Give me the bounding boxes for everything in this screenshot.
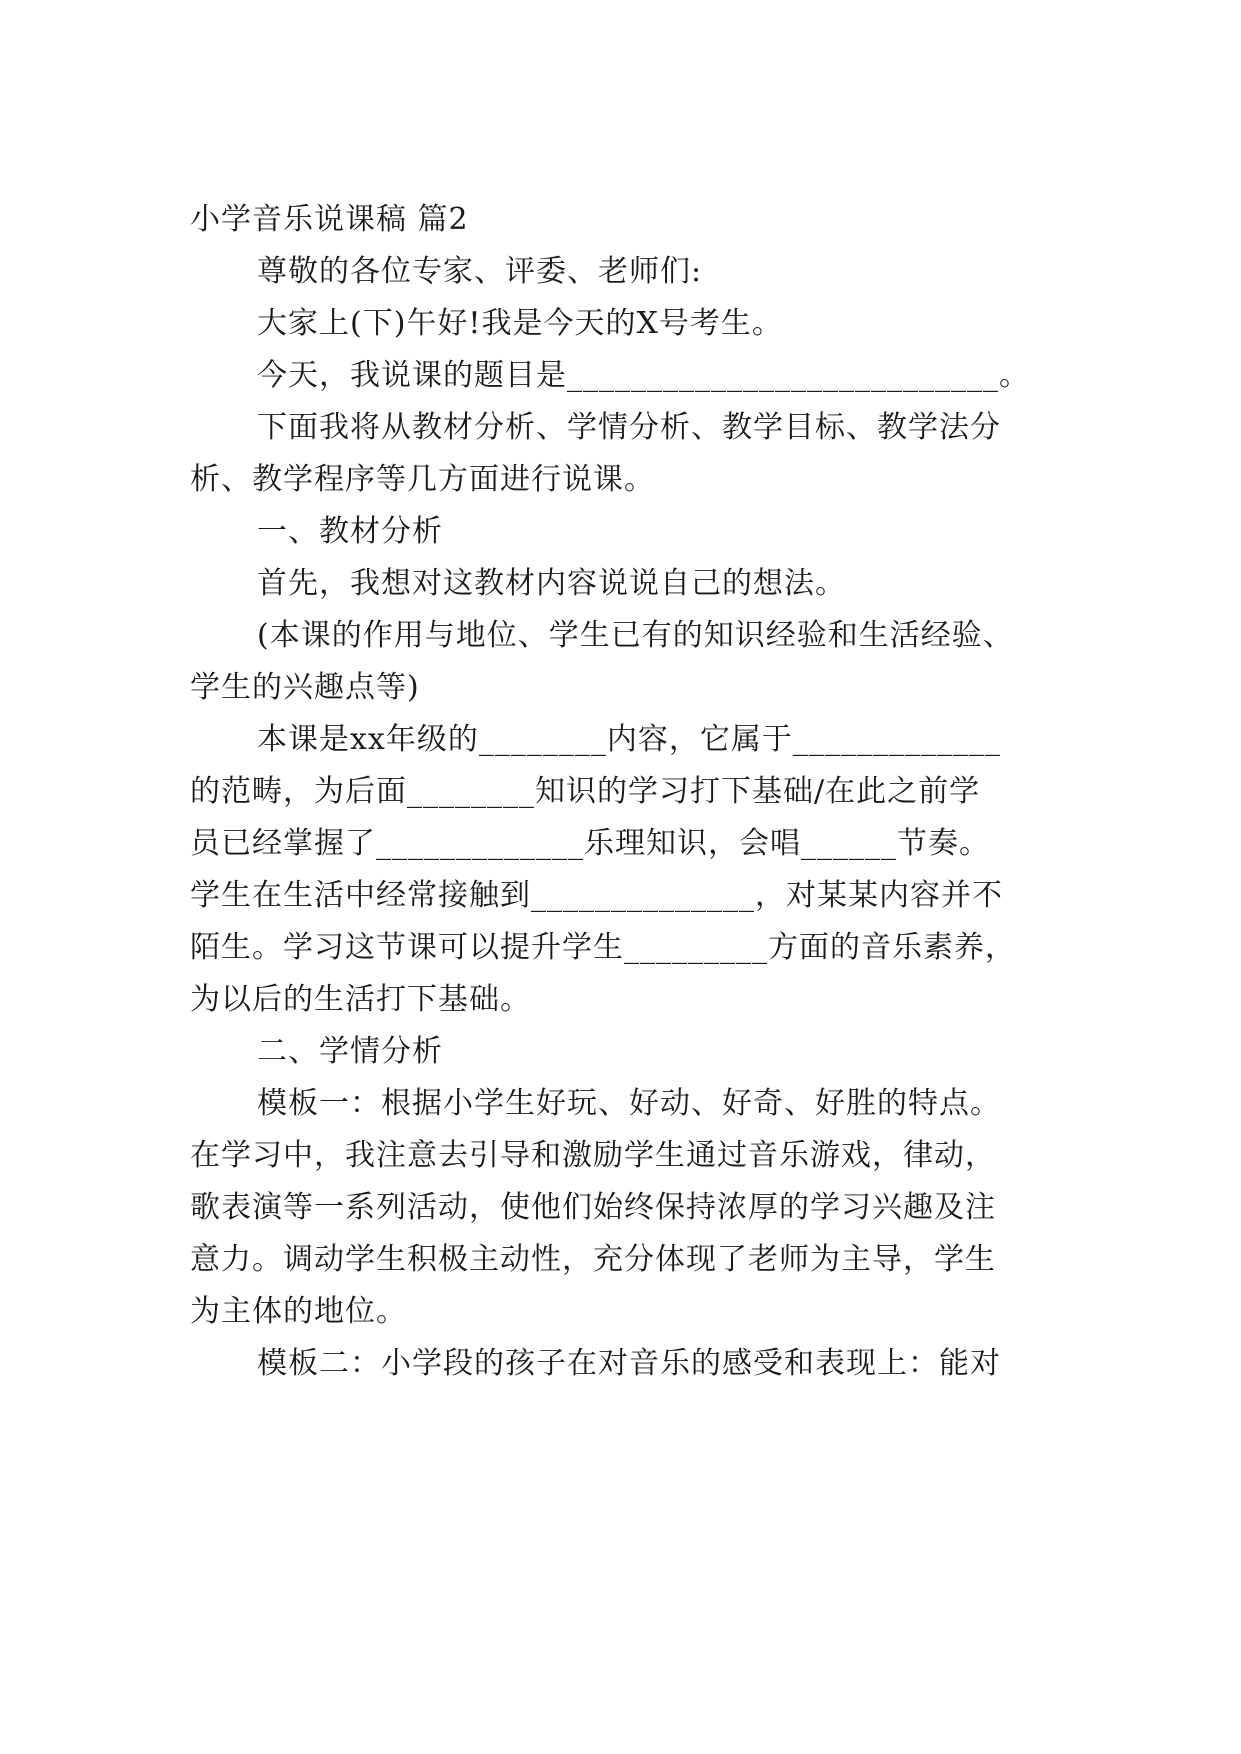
- paragraph-line: 尊敬的各位专家、评委、老师们:: [257, 254, 703, 289]
- paragraph-line: 学生的兴趣点等): [190, 670, 420, 705]
- paragraph-line: 为以后的生活打下基础。: [190, 982, 531, 1017]
- document-title: 小学音乐说课稿 篇2: [190, 202, 469, 237]
- paragraph-line: 意力。调动学生积极主动性，充分体现了老师为主导，学生: [190, 1242, 996, 1277]
- paragraph-line: 今天，我说课的题目是___________________________。: [257, 358, 1030, 393]
- section-heading: 二、学情分析: [257, 1034, 443, 1069]
- paragraph-line: 学生在生活中经常接触到______________，对某某内容并不: [190, 878, 1003, 913]
- section-heading: 一、教材分析: [257, 514, 443, 549]
- paragraph-line: 陌生。学习这节课可以提升学生_________方面的音乐素养，: [190, 930, 1016, 965]
- paragraph-line: (本课的作用与地位、学生已有的知识经验和生活经验、: [257, 618, 1014, 653]
- paragraph-line: 下面我将从教材分析、学情分析、教学目标、教学法分: [257, 410, 1001, 445]
- paragraph-line: 的范畴，为后面________知识的学习打下基础/在此之前学: [190, 774, 981, 809]
- paragraph-line: 模板二：小学段的孩子在对音乐的感受和表现上：能对: [257, 1346, 1001, 1381]
- paragraph-line: 模板一：根据小学生好玩、好动、好奇、好胜的特点。: [257, 1086, 1001, 1121]
- paragraph-line: 析、教学程序等几方面进行说课。: [190, 462, 655, 497]
- paragraph-line: 大家上(下)午好!我是今天的X号考生。: [257, 306, 783, 341]
- paragraph-line: 在学习中，我注意去引导和激励学生通过音乐游戏，律动，: [190, 1138, 996, 1173]
- paragraph-line: 首先，我想对这教材内容说说自己的想法。: [257, 566, 846, 601]
- paragraph-line: 员已经掌握了_____________乐理知识，会唱______节奏。: [190, 826, 990, 861]
- paragraph-line: 歌表演等一系列活动，使他们始终保持浓厚的学习兴趣及注: [190, 1190, 996, 1225]
- paragraph-line: 为主体的地位。: [190, 1294, 407, 1329]
- paragraph-line: 本课是xx年级的________内容，它属于_____________: [257, 722, 1001, 757]
